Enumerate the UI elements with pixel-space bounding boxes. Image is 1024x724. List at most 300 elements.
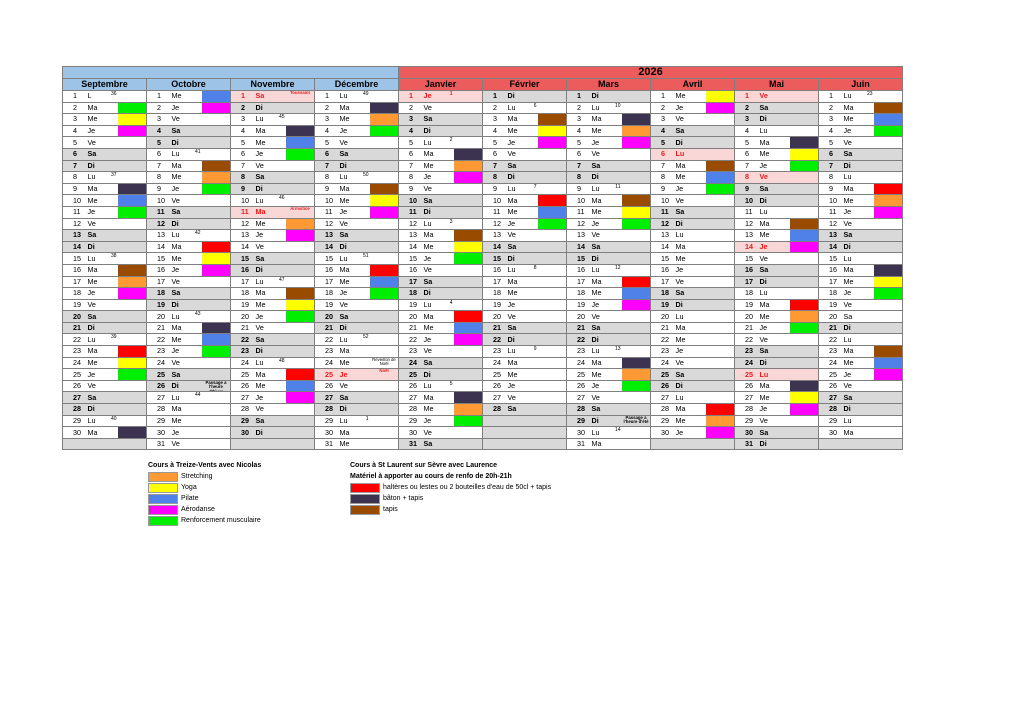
activity-cell bbox=[790, 241, 819, 253]
day-row bbox=[63, 253, 903, 265]
weekday bbox=[674, 91, 706, 103]
activity-cell bbox=[622, 415, 651, 427]
day-number: 6 bbox=[399, 148, 422, 160]
activity-cell bbox=[370, 299, 399, 311]
activity-cell bbox=[370, 206, 399, 218]
activity-cell bbox=[790, 172, 819, 184]
legend-right-item bbox=[350, 504, 551, 515]
day-number: 13 bbox=[399, 230, 422, 242]
activity-aerodanse bbox=[202, 103, 231, 114]
weekday bbox=[674, 346, 706, 358]
empty-cell bbox=[483, 415, 567, 427]
weekday-label: Ve bbox=[171, 195, 180, 205]
weekday-label: Je bbox=[507, 381, 516, 391]
weekday-label: Me bbox=[591, 126, 602, 136]
weekday bbox=[590, 206, 622, 218]
weekday bbox=[338, 218, 370, 230]
weekday-label: Sa bbox=[675, 126, 685, 136]
weekday-label: Je bbox=[423, 334, 432, 344]
activity-cell bbox=[370, 137, 399, 149]
activity-cell bbox=[118, 392, 147, 404]
weekday-label: Ve bbox=[759, 415, 768, 425]
weekday bbox=[842, 380, 874, 392]
weekday bbox=[674, 206, 706, 218]
activity-cell bbox=[202, 91, 231, 103]
day-number: 15 bbox=[399, 253, 422, 265]
day-number: 15 bbox=[147, 253, 170, 265]
day-row bbox=[63, 415, 903, 427]
weekday bbox=[338, 380, 370, 392]
day-number: 18 bbox=[147, 288, 170, 300]
day-number: 10 bbox=[651, 195, 674, 207]
activity-cell bbox=[622, 206, 651, 218]
day-number: 25 bbox=[567, 369, 590, 381]
day-number: 20 bbox=[315, 311, 338, 323]
weekday bbox=[590, 404, 622, 416]
weekday bbox=[506, 160, 538, 172]
weekday bbox=[506, 195, 538, 207]
day-number: 14 bbox=[315, 241, 338, 253]
activity-cell bbox=[286, 230, 315, 242]
day-number: 19 bbox=[819, 299, 842, 311]
activity-cell bbox=[706, 334, 735, 346]
weekday bbox=[758, 195, 790, 207]
weekday bbox=[758, 346, 790, 358]
weekday bbox=[86, 114, 118, 126]
weekday-label: Me bbox=[171, 253, 182, 263]
day-number: 31 bbox=[147, 438, 170, 450]
activity-cell bbox=[286, 172, 315, 184]
activity-yoga bbox=[706, 91, 735, 102]
weekday-label: Ma bbox=[339, 265, 350, 275]
activity-cell bbox=[202, 264, 231, 276]
activity-tapis bbox=[706, 161, 735, 172]
day-number: 8 bbox=[399, 172, 422, 184]
activity-cell bbox=[454, 125, 483, 137]
activity-cell bbox=[202, 183, 231, 195]
day-number: 19 bbox=[231, 299, 254, 311]
weekday-label: Je bbox=[591, 299, 600, 309]
day-row bbox=[63, 91, 903, 103]
day-number: 3 bbox=[819, 114, 842, 126]
day-number: 10 bbox=[735, 195, 758, 207]
day-number: 11 bbox=[735, 206, 758, 218]
activity-cell bbox=[454, 415, 483, 427]
weekday-label: Sa bbox=[675, 207, 685, 217]
weekday-label: Je bbox=[171, 346, 180, 356]
weekday-label: Sa bbox=[591, 323, 601, 333]
day-number: 6 bbox=[735, 148, 758, 160]
weekday bbox=[170, 183, 202, 195]
activity-cell bbox=[286, 218, 315, 230]
weekday bbox=[758, 380, 790, 392]
weekday-label: Lu bbox=[171, 311, 180, 321]
weekday-label: Ma bbox=[171, 242, 182, 252]
activity-cell bbox=[874, 183, 903, 195]
weekday-label: Me bbox=[339, 276, 350, 286]
activity-cell bbox=[790, 230, 819, 242]
weekday-label: Di bbox=[843, 404, 851, 414]
weekday bbox=[86, 148, 118, 160]
weekday-label: Sa bbox=[255, 334, 265, 344]
day-row bbox=[63, 160, 903, 172]
activity-yoga bbox=[790, 149, 819, 160]
activity-cell bbox=[370, 91, 399, 103]
weekday-label: Lu bbox=[171, 149, 180, 159]
week-number: 11 bbox=[615, 183, 621, 190]
day-number: 28 bbox=[231, 404, 254, 416]
color-swatch-stretching bbox=[148, 472, 178, 482]
activity-cell bbox=[118, 102, 147, 114]
activity-cell bbox=[706, 276, 735, 288]
weekday-label: Sa bbox=[843, 230, 853, 240]
activity-cell bbox=[874, 392, 903, 404]
weekday bbox=[338, 288, 370, 300]
weekday bbox=[86, 311, 118, 323]
weekday-label: Ma bbox=[507, 114, 518, 124]
day-number: 25 bbox=[231, 369, 254, 381]
weekday bbox=[842, 218, 874, 230]
weekday-label: Di bbox=[675, 218, 683, 228]
activity-cell bbox=[538, 160, 567, 172]
activity-cell bbox=[370, 288, 399, 300]
day-number: 12 bbox=[567, 218, 590, 230]
activity-pilate bbox=[538, 207, 567, 218]
weekday-label: Je bbox=[591, 218, 600, 228]
weekday-label: Lu bbox=[591, 102, 600, 112]
weekday-label: Lu bbox=[759, 207, 768, 217]
week-number: 43 bbox=[194, 311, 201, 318]
activity-cell bbox=[118, 241, 147, 253]
day-number: 9 bbox=[567, 183, 590, 195]
weekday-label: Me bbox=[171, 415, 182, 425]
day-number: 18 bbox=[483, 288, 506, 300]
weekday bbox=[254, 218, 286, 230]
weekday-label: Di bbox=[255, 102, 263, 112]
day-number: 27 bbox=[63, 392, 86, 404]
weekday-label: L bbox=[87, 91, 92, 101]
activity-cell bbox=[454, 114, 483, 126]
activity-cell bbox=[538, 404, 567, 416]
day-number: 15 bbox=[735, 253, 758, 265]
day-row bbox=[63, 311, 903, 323]
activity-cell bbox=[874, 311, 903, 323]
weekday-label: Sa bbox=[255, 415, 265, 425]
weekday bbox=[422, 369, 454, 381]
weekday-label: Di bbox=[339, 323, 347, 333]
activity-cell bbox=[202, 230, 231, 242]
activity-cell bbox=[202, 218, 231, 230]
activity-yoga bbox=[790, 392, 819, 403]
day-number: 14 bbox=[147, 241, 170, 253]
activity-cell bbox=[286, 392, 315, 404]
weekday bbox=[590, 264, 622, 276]
activity-cell bbox=[118, 148, 147, 160]
activity-cell bbox=[790, 195, 819, 207]
day-number: 1 bbox=[231, 91, 254, 103]
weekday-label: Di bbox=[591, 91, 599, 101]
weekday bbox=[758, 206, 790, 218]
weekday bbox=[506, 311, 538, 323]
weekday-label: Di bbox=[591, 334, 599, 344]
weekday bbox=[254, 404, 286, 416]
weekday-label: Je bbox=[675, 427, 684, 437]
weekday-label: Je bbox=[339, 207, 348, 217]
day-number: 3 bbox=[399, 114, 422, 126]
weekday bbox=[86, 218, 118, 230]
weekday-label: Di bbox=[675, 137, 683, 147]
day-number: 9 bbox=[315, 183, 338, 195]
weekday bbox=[254, 148, 286, 160]
activity-cell bbox=[118, 346, 147, 358]
activity-aerodanse bbox=[706, 103, 735, 114]
weekday-label: Lu bbox=[507, 102, 516, 112]
weekday-label: Lu bbox=[675, 230, 684, 240]
weekday-label: Di bbox=[423, 288, 431, 298]
weekday-label: Sa bbox=[675, 369, 685, 379]
weekday-label: Lu bbox=[591, 427, 600, 437]
activity-cell bbox=[118, 276, 147, 288]
weekday bbox=[758, 311, 790, 323]
day-number: 31 bbox=[567, 438, 590, 450]
activity-yoga bbox=[454, 242, 483, 253]
weekday-label: Me bbox=[675, 415, 686, 425]
weekday-label: Ma bbox=[759, 299, 770, 309]
weekday bbox=[86, 346, 118, 358]
weekday-label: Di bbox=[507, 334, 515, 344]
day-number: 1 bbox=[735, 91, 758, 103]
day-number: 28 bbox=[567, 404, 590, 416]
day-number: 4 bbox=[567, 125, 590, 137]
day-number: 13 bbox=[231, 230, 254, 242]
activity-halteres bbox=[454, 311, 483, 322]
day-note: Armistice bbox=[290, 206, 310, 211]
activity-halteres bbox=[286, 369, 315, 380]
weekday bbox=[674, 311, 706, 323]
weekday bbox=[590, 380, 622, 392]
activity-cell bbox=[622, 404, 651, 416]
day-number: 14 bbox=[483, 241, 506, 253]
day-number: 9 bbox=[735, 183, 758, 195]
activity-cell bbox=[874, 346, 903, 358]
day-number: 29 bbox=[735, 415, 758, 427]
week-number: 40 bbox=[110, 415, 117, 422]
day-number: 28 bbox=[399, 404, 422, 416]
activity-cell bbox=[454, 369, 483, 381]
day-number: 29 bbox=[567, 415, 590, 427]
activity-cell bbox=[286, 183, 315, 195]
weekday-label: Sa bbox=[255, 172, 265, 182]
activity-cell bbox=[538, 137, 567, 149]
day-number: 19 bbox=[483, 299, 506, 311]
weekday-label: Sa bbox=[843, 392, 853, 402]
weekday bbox=[758, 114, 790, 126]
empty-cell bbox=[819, 438, 903, 450]
day-note: Réveillon de Noël bbox=[372, 357, 396, 367]
weekday bbox=[506, 206, 538, 218]
legend-right-label: bâton + tapis bbox=[383, 495, 424, 502]
weekday bbox=[674, 392, 706, 404]
activity-cell bbox=[454, 404, 483, 416]
weekday-label: Sa bbox=[423, 439, 433, 449]
day-number: 11 bbox=[483, 206, 506, 218]
weekday-label: Di bbox=[171, 381, 179, 391]
day-number: 31 bbox=[315, 438, 338, 450]
day-row bbox=[63, 392, 903, 404]
weekday-label: Lu bbox=[507, 346, 516, 356]
weekday-label: Me bbox=[423, 160, 434, 170]
weekday bbox=[254, 206, 286, 218]
weekday bbox=[590, 276, 622, 288]
day-number: 5 bbox=[651, 137, 674, 149]
activity-cell bbox=[790, 404, 819, 416]
activity-cell bbox=[706, 346, 735, 358]
activity-cell bbox=[538, 172, 567, 184]
activity-cell bbox=[202, 322, 231, 334]
weekday bbox=[170, 357, 202, 369]
day-number: 3 bbox=[483, 114, 506, 126]
day-number: 22 bbox=[147, 334, 170, 346]
day-number: 10 bbox=[63, 195, 86, 207]
weekday-label: Me bbox=[507, 207, 518, 217]
activity-cell bbox=[286, 357, 315, 369]
week-number: 5 bbox=[449, 380, 453, 387]
day-number: 23 bbox=[735, 346, 758, 358]
weekday bbox=[422, 114, 454, 126]
weekday-label: Je bbox=[843, 126, 852, 136]
activity-cell bbox=[454, 346, 483, 358]
weekday-label: Lu bbox=[759, 288, 768, 298]
weekday bbox=[590, 172, 622, 184]
weekday-label: Je bbox=[423, 253, 432, 263]
week-number: 10 bbox=[614, 102, 621, 109]
day-number: 13 bbox=[483, 230, 506, 242]
day-number: 18 bbox=[567, 288, 590, 300]
weekday-label: Ve bbox=[843, 137, 852, 147]
day-number: 14 bbox=[735, 241, 758, 253]
activity-cell bbox=[622, 380, 651, 392]
weekday bbox=[758, 183, 790, 195]
activity-tapis bbox=[286, 288, 315, 299]
weekday bbox=[254, 322, 286, 334]
activity-halteres bbox=[706, 404, 735, 415]
day-number: 14 bbox=[231, 241, 254, 253]
weekday-label: Lu bbox=[423, 137, 432, 147]
activity-baton bbox=[370, 103, 399, 114]
weekday-label: Ma bbox=[507, 276, 518, 286]
activity-tapis bbox=[874, 346, 903, 357]
weekday bbox=[506, 264, 538, 276]
day-number: 26 bbox=[567, 380, 590, 392]
day-row bbox=[63, 230, 903, 242]
weekday-label: Me bbox=[171, 172, 182, 182]
weekday-label: Sa bbox=[843, 149, 853, 159]
activity-pilate bbox=[706, 172, 735, 183]
weekday-label: Di bbox=[255, 265, 263, 275]
weekday bbox=[338, 404, 370, 416]
day-number: 5 bbox=[735, 137, 758, 149]
weekday bbox=[842, 160, 874, 172]
day-number: 22 bbox=[63, 334, 86, 346]
day-row bbox=[63, 218, 903, 230]
day-number: 4 bbox=[231, 125, 254, 137]
weekday bbox=[506, 102, 538, 114]
activity-cell bbox=[706, 392, 735, 404]
weekday bbox=[674, 299, 706, 311]
weekday bbox=[338, 334, 370, 346]
activity-cell bbox=[706, 427, 735, 439]
day-number: 7 bbox=[231, 160, 254, 172]
week-number: 42 bbox=[194, 230, 201, 237]
activity-cell bbox=[202, 380, 231, 392]
activity-stretching bbox=[790, 311, 819, 322]
day-number: 5 bbox=[567, 137, 590, 149]
weekday-label: Je bbox=[843, 207, 852, 217]
day-number: 22 bbox=[231, 334, 254, 346]
weekday-label: Di bbox=[591, 172, 599, 182]
activity-cell bbox=[706, 299, 735, 311]
weekday-label: Me bbox=[423, 323, 434, 333]
weekday-label: Me bbox=[759, 149, 770, 159]
day-row bbox=[63, 241, 903, 253]
day-number: 9 bbox=[63, 183, 86, 195]
day-number: 3 bbox=[567, 114, 590, 126]
weekday-label: Ve bbox=[255, 160, 264, 170]
day-number: 26 bbox=[147, 380, 170, 392]
day-number: 17 bbox=[483, 276, 506, 288]
weekday bbox=[842, 427, 874, 439]
weekday-label: Ma bbox=[255, 288, 266, 298]
weekday bbox=[170, 369, 202, 381]
activity-pilate bbox=[286, 381, 315, 392]
activity-cell bbox=[202, 311, 231, 323]
activity-aerodanse bbox=[118, 126, 147, 137]
activity-cell bbox=[790, 206, 819, 218]
day-number: 21 bbox=[63, 322, 86, 334]
weekday bbox=[254, 230, 286, 242]
weekday bbox=[758, 404, 790, 416]
weekday-label: Ve bbox=[507, 392, 516, 402]
day-number: 7 bbox=[819, 160, 842, 172]
day-number: 18 bbox=[651, 288, 674, 300]
weekday-label: Me bbox=[675, 91, 686, 101]
weekday-label: Di bbox=[591, 415, 599, 425]
day-number: 5 bbox=[63, 137, 86, 149]
day-number: 26 bbox=[399, 380, 422, 392]
weekday bbox=[674, 195, 706, 207]
weekday bbox=[422, 299, 454, 311]
weekday bbox=[422, 415, 454, 427]
weekday bbox=[842, 137, 874, 149]
activity-cell bbox=[286, 125, 315, 137]
day-number: 28 bbox=[483, 404, 506, 416]
activity-cell bbox=[538, 218, 567, 230]
day-number: 2 bbox=[315, 102, 338, 114]
activity-cell bbox=[874, 125, 903, 137]
activity-halteres bbox=[118, 346, 147, 357]
activity-cell bbox=[874, 369, 903, 381]
day-number: 23 bbox=[567, 346, 590, 358]
weekday bbox=[758, 438, 790, 450]
weekday-label: Ma bbox=[675, 242, 686, 252]
activity-yoga bbox=[286, 300, 315, 311]
weekday-label: Sa bbox=[339, 149, 349, 159]
activity-cell bbox=[370, 230, 399, 242]
weekday bbox=[338, 206, 370, 218]
activity-cell bbox=[118, 206, 147, 218]
activity-cell bbox=[706, 311, 735, 323]
activity-cell bbox=[622, 264, 651, 276]
